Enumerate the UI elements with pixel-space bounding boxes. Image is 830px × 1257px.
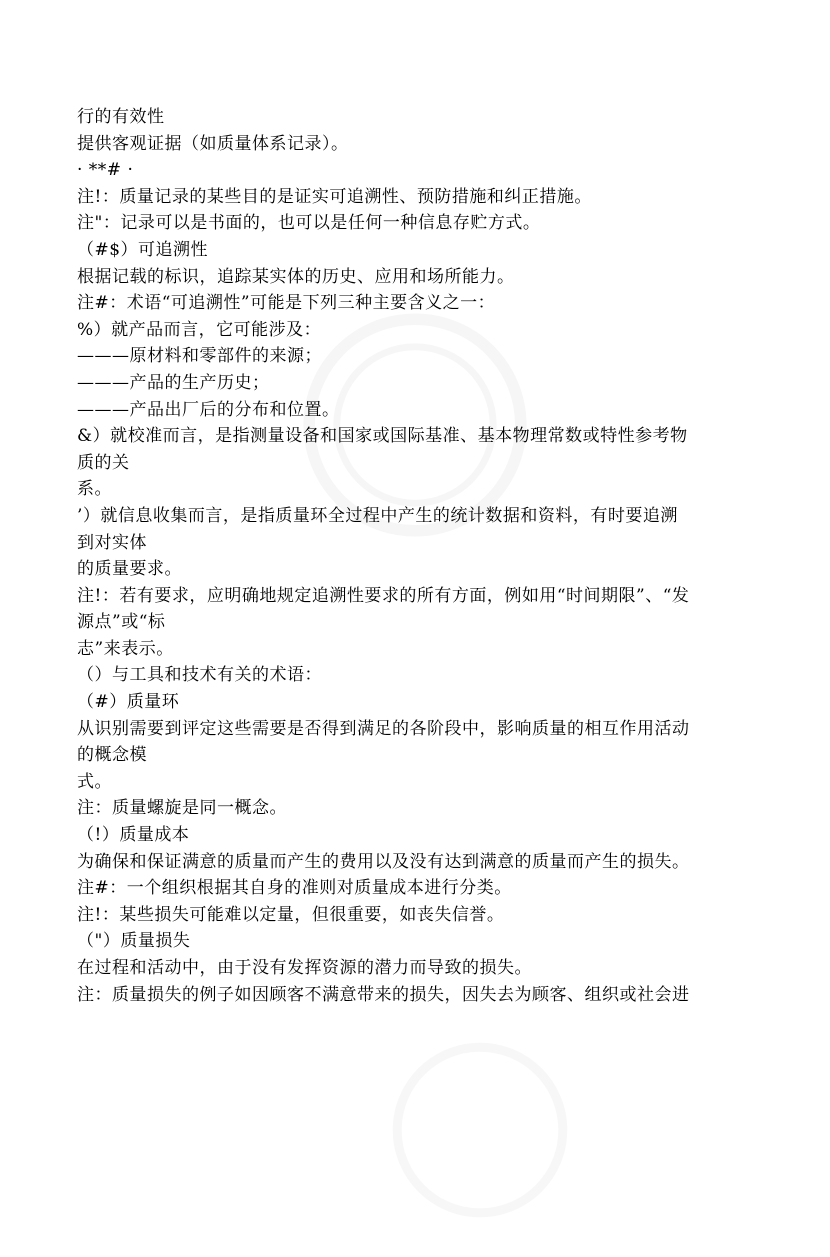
term-heading: （!）质量成本 bbox=[77, 825, 190, 846]
text-line: 到对实体 bbox=[77, 532, 147, 553]
definition-line: 为确保和保证满意的质量而产生的费用以及没有达到满意的质量而产生的损失。 bbox=[77, 851, 690, 872]
text-line: 的概念模 bbox=[77, 745, 147, 766]
dash-item: ———产品的生产历史； bbox=[77, 372, 270, 393]
definition-line: 在过程和活动中，由于没有发挥资源的潜力而导致的损失。 bbox=[77, 958, 532, 978]
document-body bbox=[77, 104, 767, 1008]
term-heading: （#$）可追溯性 bbox=[77, 239, 209, 260]
definition-line: 从识别需要到评定这些需要是否得到满足的各阶段中，影响质量的相互作用活动 bbox=[77, 718, 690, 739]
watermark-logo-secondary bbox=[353, 1003, 608, 1257]
page-number-marker: · **# · bbox=[77, 160, 134, 181]
text-line: 式。 bbox=[77, 771, 112, 792]
text-line: 质的关 bbox=[77, 452, 130, 473]
section-heading: （）与工具和技术有关的术语： bbox=[77, 665, 322, 686]
note-line: 注!：某些损失可能难以定量，但很重要，如丧失信誉。 bbox=[77, 904, 505, 925]
text-line: 志”来表示。 bbox=[77, 638, 174, 659]
list-item: %）就产品而言，它可能涉及： bbox=[77, 319, 322, 340]
term-heading: （"）质量损失 bbox=[77, 931, 191, 952]
text-line: 源点”或“标 bbox=[77, 612, 166, 633]
note-line: 注#：一个组织根据其自身的准则对质量成本进行分类。 bbox=[77, 878, 512, 899]
note-line: 注#：术语“可追溯性”可能是下列三种主要含义之一： bbox=[77, 293, 496, 314]
note-line: 注"：记录可以是书面的，也可以是任何一种信息存贮方式。 bbox=[77, 213, 541, 234]
term-heading: （#）质量环 bbox=[77, 692, 180, 713]
definition-line: 根据记载的标识，追踪某实体的历史、应用和场所能力。 bbox=[77, 266, 515, 287]
note-line: 注：质量螺旋是同一概念。 bbox=[77, 798, 287, 819]
note-line: 注!：质量记录的某些目的是证实可追溯性、预防措施和纠正措施。 bbox=[77, 186, 592, 207]
dash-item: ———产品出厂后的分布和位置。 bbox=[77, 399, 340, 420]
list-item: ’）就信息收集而言，是指质量环全过程中产生的统计数据和资料，有时要追溯 bbox=[77, 505, 678, 526]
text-line: 系。 bbox=[77, 479, 112, 500]
note-line: 注：质量损失的例子如因顾客不满意带来的损失，因失去为顾客、组织或社会进 bbox=[77, 984, 690, 1005]
text-line: 的质量要求。 bbox=[77, 559, 182, 580]
dash-item: ———原材料和零部件的来源； bbox=[77, 346, 322, 367]
list-item: &）就校准而言，是指测量设备和国家或国际基准、基本物理常数或特性参考物 bbox=[77, 426, 688, 447]
text-line: 提供客观证据（如质量体系记录）。 bbox=[77, 133, 349, 154]
note-line: 注!：若有要求，应明确地规定追溯性要求的所有方面，例如用“时间期限”、“发 bbox=[77, 585, 690, 606]
text-line: 行的有效性 bbox=[77, 107, 165, 127]
